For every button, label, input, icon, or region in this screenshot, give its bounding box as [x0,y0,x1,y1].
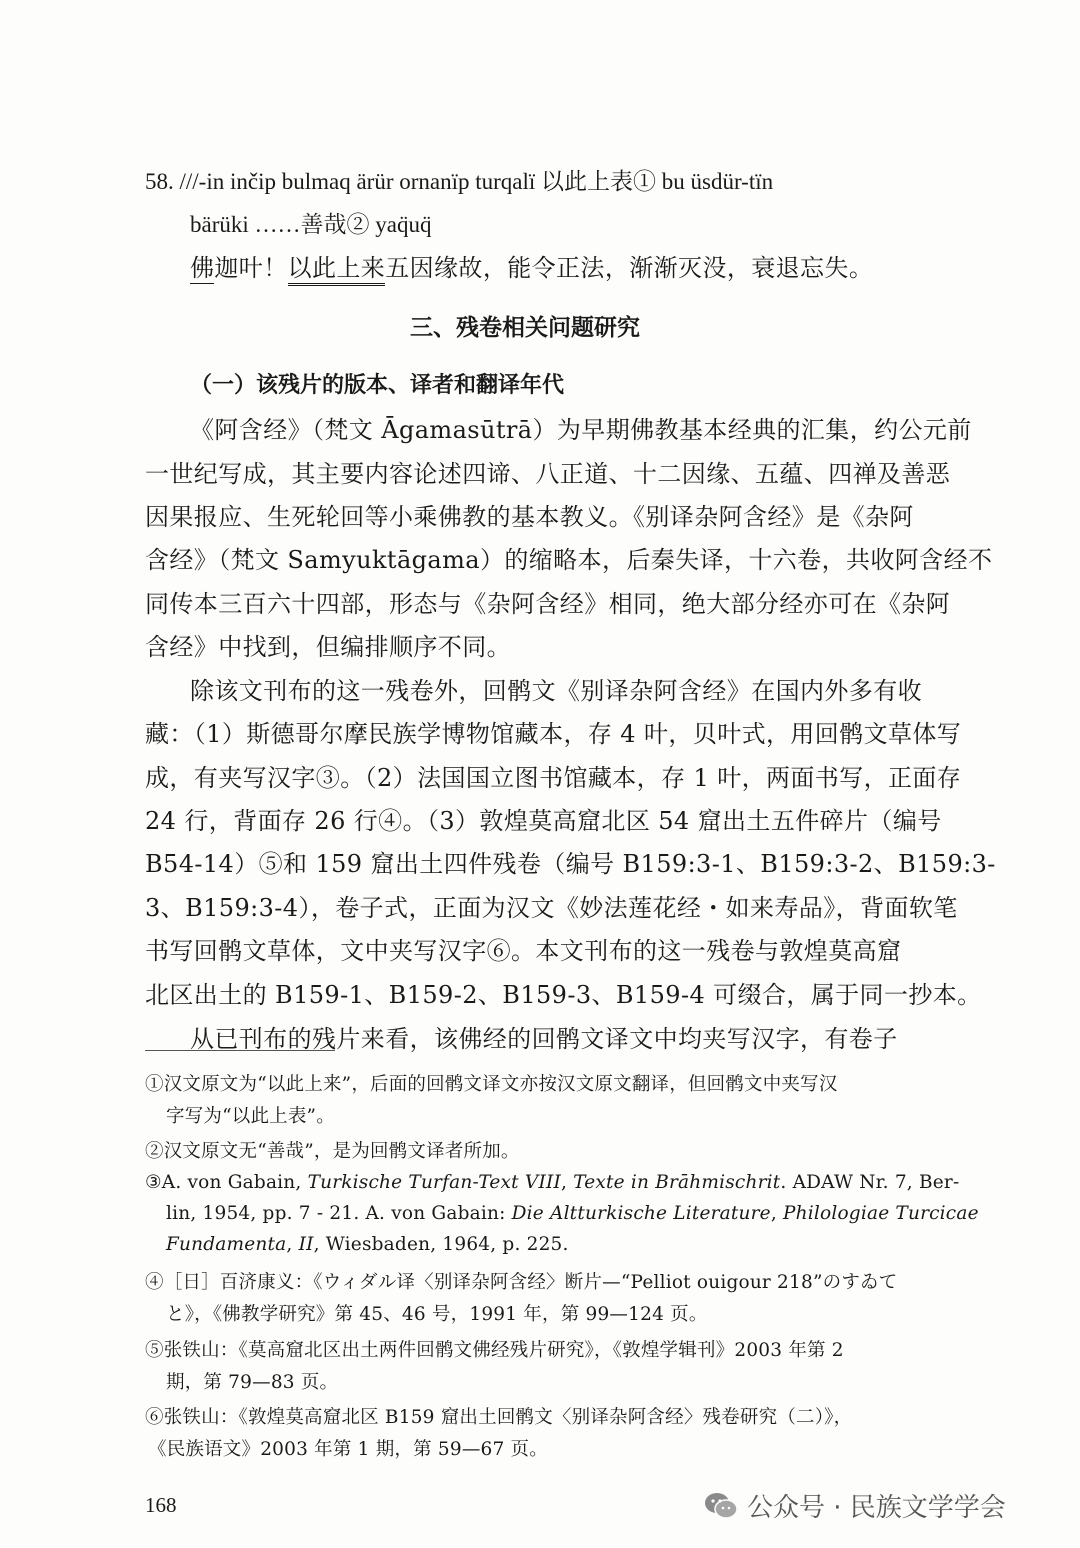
watermark [703,1487,1006,1524]
paragraph-3-line: 从已刊布的残片来看，该佛经的回鹘文译文中均夹写汉字，有卷子 [190,1025,898,1053]
paragraph-2-line: 3、B159:3-4），卷子式，正面为汉文《妙法莲花经・如来寿品》，背面软笔 [145,894,958,922]
paragraph-1-line: 因果报应、生死轮回等小乘佛教的基本教义。《别译杂阿含经》是《杂阿 [145,503,914,531]
fn3-title-5: Fundamenta [166,1234,287,1255]
double-underlined-phrase: 以此上来 [288,254,386,286]
fn3-author: ③A. von Gabain, [145,1172,308,1193]
fn3-sep-3: , [286,1234,299,1255]
fn3-city: lin, 1954, pp. 7 - 21. A. von Gabain: [166,1203,512,1224]
fn3-volume: II [298,1234,314,1255]
paragraph-1-line: 含经》中找到，但编排顺序不同。 [145,633,511,661]
paragraph-2-line: 除该文刊布的这一残卷外，回鹘文《别译杂阿含经》在国内外多有收 [190,677,922,705]
paragraph-1-line: 一世纪写成，其主要内容论述四谛、八正道、十二因缘、五蕴、四禅及善恶 [145,460,951,488]
paragraph-2-line: 北区出土的 B159-1、B159-2、B159-3、B159-4 可缀合，属于同一抄本。 [145,981,982,1009]
fn3-title-2: Texte in Brāhmischrit [573,1172,781,1193]
page-number: 168 [145,1493,177,1517]
footnote-5: ⑤张铁山：《莫高窟北区出土两件回鹘文佛经残片研究》，《敦煌学辑刊》2003 年第 2 [145,1340,844,1361]
watermark-text: 公众号 · 民族文学学会 [747,1493,1006,1523]
paragraph-1-line: 同传本三百六十四部，形态与《杂阿含经》相同，绝大部分经亦可在《杂阿 [145,590,951,618]
paragraph-2-line: 24 行，背面存 26 行④。（3）敦煌莫高窟北区 54 窟出土五件碎片（编号 [145,807,942,835]
section-heading: 三、残卷相关问题研究 [410,315,640,341]
footnote-5-cont: 期，第 79—83 页。 [166,1372,339,1393]
verse-chinese-rest: 五因缘故，能令正法，渐渐灭没，衰退忘失。 [385,254,874,282]
fn3-series: . ADAW Nr. 7, Ber- [780,1172,960,1193]
footnote-4-cont: と》，《佛教学研究》第 45、46 号，1991 年，第 99—124 页。 [166,1304,708,1325]
footnote-3-cont-1 [166,1203,979,1224]
underlined-fo: 佛 [190,254,215,282]
fn3-title-3: Die Altturkische Literature [511,1203,771,1224]
fn3-sep-2: , [770,1203,784,1224]
footnote-6: ⑥张铁山：《敦煌莫高窟北区 B159 窟出土回鹘文〈别译杂阿含经〉残卷研究（二）》， [145,1407,853,1428]
footnote-1-cont: 字写为“以此上表”。 [166,1106,335,1127]
footnote-1: ①汉文原文为“以此上来”，后面的回鹘文译文亦按汉文原文翻译，但回鹘文中夹写汉 [145,1074,838,1095]
verse-58-chinese [190,248,873,283]
paragraph-2-line: B54-14）⑤和 159 窟出土四件残卷（编号 B159:3-1、B159:3-2、B159:3- [145,850,996,878]
verse-58-line-1: 58. ///-in inčip bulmaq ärür ornanïp turqalï 以此上表① bu üsdür-tïn [145,169,774,194]
footnote-4: ④［日］百济康义：《ウィダル译〈别译杂阿含经〉断片—“Pelliot ouigour 218”のすゐて [145,1272,898,1293]
footnote-6-cont: 《民族语文》2003 年第 1 期，第 59—67 页。 [148,1439,548,1460]
wechat-icon [703,1491,739,1521]
jiaye-text: 迦叶！ [214,254,288,282]
verse-58-line-2: bärüki ……善哉② yaq̈uq̈ [190,212,432,237]
paragraph-2-line: 成，有夹写汉字③。（2）法国国立图书馆藏本，存 1 叶，两面书写，正面存 [145,764,962,792]
footnote-2: ②汉文原文无“善哉”，是为回鹘文译者所加。 [145,1141,520,1162]
paragraph-1-line: 含经》（梵文 Samyuktāgama）的缩略本，后秦失译，十六卷，共收阿含经不 [145,546,993,574]
paragraph-2-line: 藏：（1）斯德哥尔摩民族学博物馆藏本，存 4 叶，贝叶式，用回鹘文草体写 [145,720,962,748]
fn3-end: , Wiesbaden, 1964, p. 225. [313,1234,569,1255]
footnote-divider [145,1050,335,1051]
paragraph-2-line: 书写回鹘文草体，文中夹写汉字⑥。本文刊布的这一残卷与敦煌莫高窟 [145,937,902,965]
fn3-title-1: Turkische Turfan-Text VIII [307,1172,561,1193]
paragraph-1-line: 《阿含经》（梵文 Āgamasūtrā）为早期佛教基本经典的汇集，约公元前 [190,416,972,444]
subsection-heading: （一）该残片的版本、译者和翻译年代 [190,373,565,398]
fn3-sep: , [560,1172,574,1193]
fn3-title-4: Philologiae Turcicae [783,1203,979,1224]
footnote-3 [145,1172,959,1193]
footnote-3-cont-2 [166,1234,569,1255]
